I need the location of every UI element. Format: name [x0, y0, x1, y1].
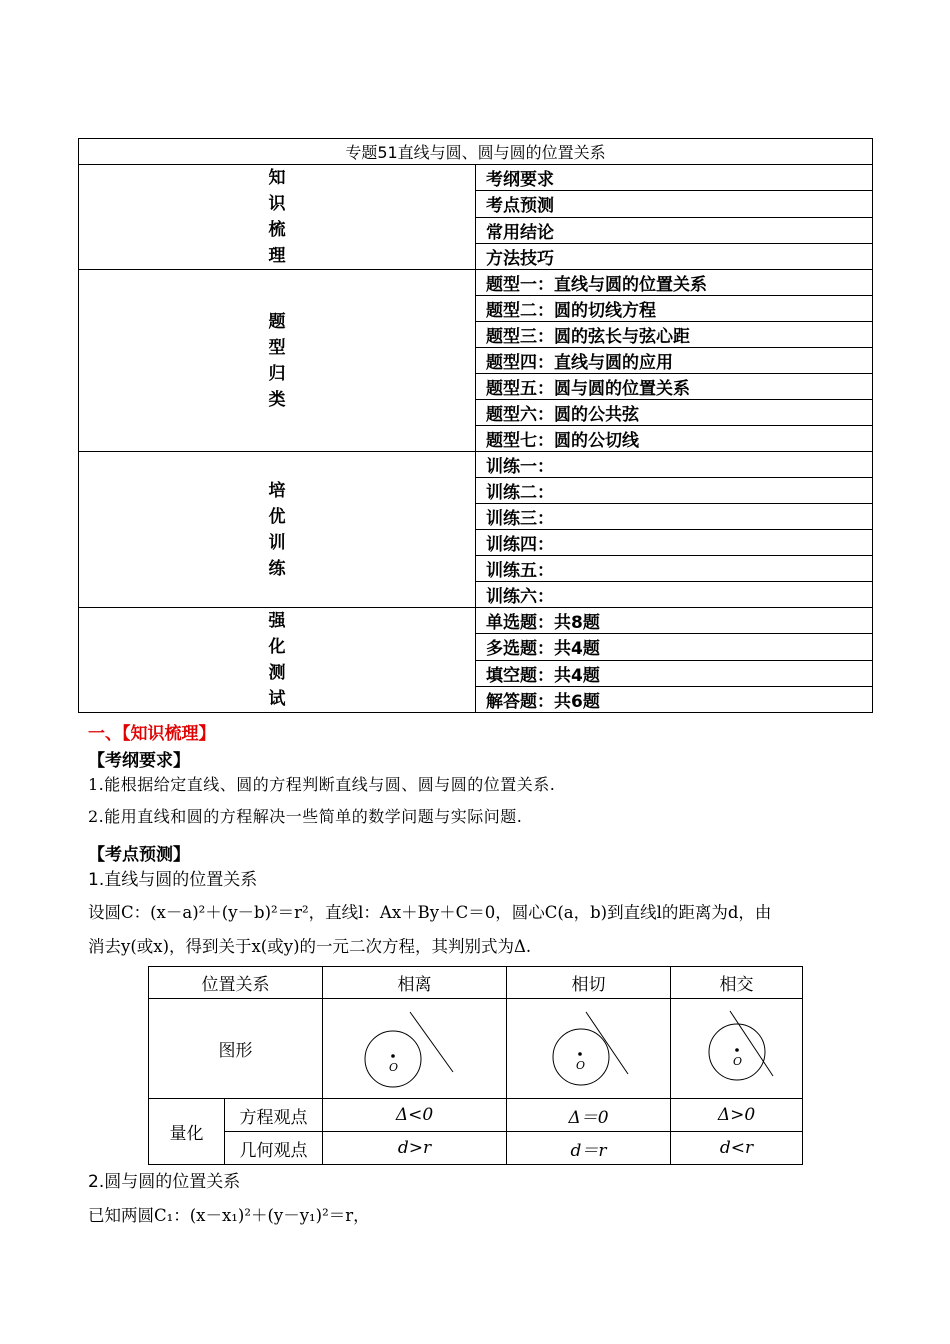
category-question-types: 题 型 归 类 [79, 270, 476, 452]
quantify-label: 量化 [149, 1099, 225, 1165]
category-training: 培 优 训 练 [79, 452, 476, 608]
point-2-title: 2.圆与圆的位置关系 [88, 1172, 241, 1192]
category-test: 强 化 测 试 [79, 608, 476, 713]
geometry-tangent: d＝r [507, 1132, 671, 1165]
header-intersect: 相交 [671, 967, 803, 999]
geometry-intersect: d<r [671, 1132, 803, 1165]
outline-item[interactable]: 填空题：共4题 [476, 660, 873, 686]
point-2-line-1: 已知两圆C₁：(x－x₁)²＋(y－y₁)²＝r， [88, 1206, 370, 1225]
outline-item[interactable]: 训练一： [476, 452, 873, 478]
outline-item[interactable]: 多选题：共4题 [476, 634, 873, 660]
requirement-1: 1.能根据给定直线、圆的方程判断直线与圆、圆与圆的位置关系. [88, 775, 556, 794]
svg-text:O: O [388, 1060, 398, 1074]
outline-item[interactable]: 方法技巧 [476, 243, 873, 269]
header-tangent: 相切 [507, 967, 671, 999]
outline-item[interactable]: 训练五： [476, 556, 873, 582]
circle-line-intersect-diagram [677, 1004, 797, 1094]
equation-view-label: 方程观点 [225, 1099, 323, 1132]
geometry-view-label: 几何观点 [225, 1132, 323, 1165]
requirement-2: 2.能用直线和圆的方程解决一些简单的数学问题与实际问题. [88, 807, 523, 826]
outline-item[interactable]: 训练四： [476, 530, 873, 556]
header-separate: 相离 [323, 967, 507, 999]
section-heading: 一、【知识梳理】 [88, 724, 216, 744]
outline-title: 专题51直线与圆、圆与圆的位置关系 [79, 139, 873, 165]
outline-item[interactable]: 题型六：圆的公共弦 [476, 400, 873, 426]
point-1-title: 1.直线与圆的位置关系 [88, 870, 258, 890]
svg-text:O: O [732, 1054, 742, 1068]
figure-label: 图形 [149, 999, 323, 1099]
outline-item[interactable]: 单选题：共8题 [476, 608, 873, 634]
equation-intersect: Δ>0 [671, 1099, 803, 1132]
category-knowledge: 知 识 梳 理 [79, 165, 476, 270]
point-1-line-1: 设圆C：(x－a)²＋(y－b)²＝r²，直线l：Ax＋By＋C＝0，圆心C(a，b)到直线l的距离为d，由 [88, 903, 772, 922]
equation-separate: Δ<0 [323, 1099, 507, 1132]
outline-item[interactable]: 训练二： [476, 478, 873, 504]
diagram-separate [323, 999, 507, 1099]
header-position-relation: 位置关系 [149, 967, 323, 999]
outline-item[interactable]: 训练六： [476, 582, 873, 608]
diagram-tangent [507, 999, 671, 1099]
circle-line-tangent-diagram [529, 1004, 649, 1094]
outline-item[interactable]: 考点预测 [476, 191, 873, 217]
geometry-separate: d>r [323, 1132, 507, 1165]
outline-item[interactable]: 题型二：圆的切线方程 [476, 296, 873, 322]
outline-item[interactable]: 题型一：直线与圆的位置关系 [476, 270, 873, 296]
outline-item[interactable]: 常用结论 [476, 217, 873, 243]
outline-item[interactable]: 题型三：圆的弦长与弦心距 [476, 322, 873, 348]
relation-table [148, 966, 803, 1165]
equation-tangent: Δ＝0 [507, 1099, 671, 1132]
outline-item[interactable]: 题型七：圆的公切线 [476, 426, 873, 452]
outline-item[interactable]: 考纲要求 [476, 165, 873, 191]
diagram-intersect [671, 999, 803, 1099]
outline-item[interactable]: 训练三： [476, 504, 873, 530]
requirements-heading: 【考纲要求】 [88, 751, 190, 771]
outline-item[interactable]: 解答题：共6题 [476, 686, 873, 712]
outline-table [78, 138, 873, 713]
svg-text:O: O [575, 1058, 585, 1072]
circle-line-separate-diagram [355, 1004, 475, 1094]
point-1-line-2: 消去y(或x)，得到关于x(或y)的一元二次方程，其判别式为Δ. [88, 937, 532, 956]
prediction-heading: 【考点预测】 [88, 845, 190, 865]
outline-item[interactable]: 题型五：圆与圆的位置关系 [476, 374, 873, 400]
outline-item[interactable]: 题型四：直线与圆的应用 [476, 348, 873, 374]
